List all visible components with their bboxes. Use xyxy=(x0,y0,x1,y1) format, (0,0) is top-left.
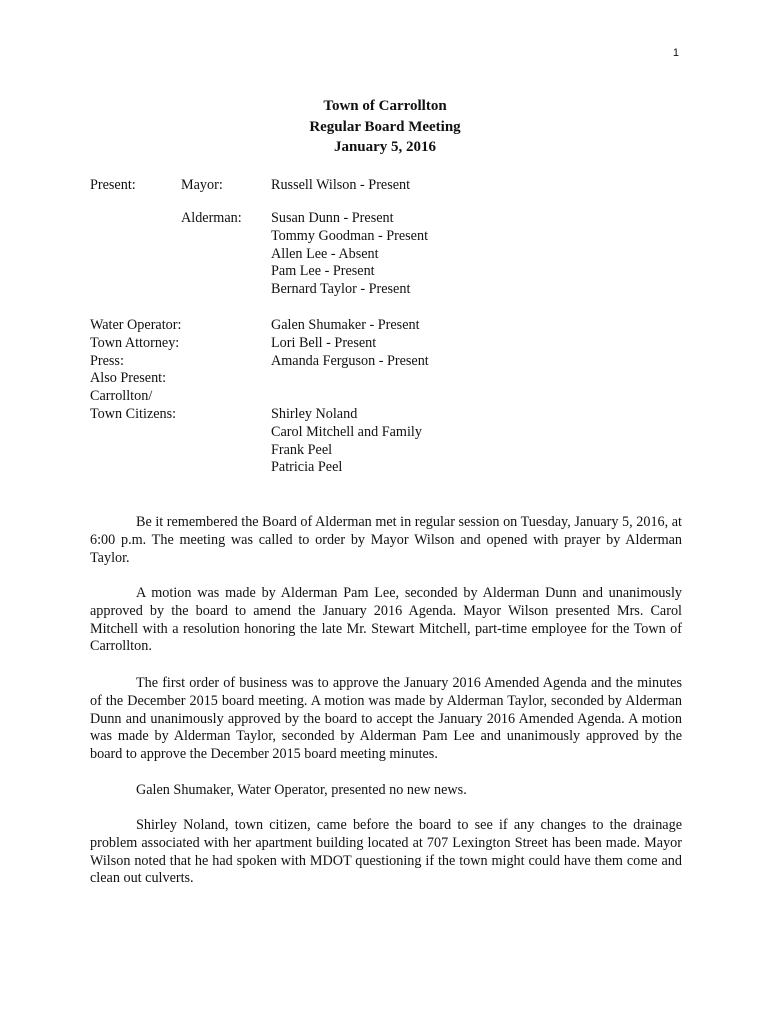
alderman-list xyxy=(271,210,428,299)
citizen-entry: Frank Peel xyxy=(271,441,333,458)
citizen-entry: Carol Mitchell and Family xyxy=(271,423,422,440)
paragraph-agenda-amendment: A motion was made by Alderman Pam Lee, seconded by Alderman Dunn and unanimously approved by the board to amend the January 2016 Agenda. Mayor Wilson presented Mrs. Carol Mitchell with a resolution honoring the late Mr. Stewart Mitchell, part-time employee for the Town of Carrollton. xyxy=(90,585,682,655)
alderman-entry: Tommy Goodman - Present xyxy=(271,227,429,244)
water-operator-label: Water Operator: xyxy=(90,317,182,333)
mayor-name: Russell Wilson - Present xyxy=(271,177,411,193)
document-title xyxy=(0,96,770,158)
paragraph-minutes-approval: The first order of business was to approve the January 2016 Amended Agenda and the minutes of the December 2015 board meeting. A motion was made by Alderman Taylor, seconded by Alderman Dunn and unanimously approved by the board to accept the January 2016 Amended Agenda. A motion was made by Alderman Taylor, seconded by Alderman Pam Lee and unanimously approved by the board to approve the December 2015 board meeting minutes. xyxy=(90,675,682,763)
alderman-entry: Allen Lee - Absent xyxy=(271,245,379,262)
press-label: Press: xyxy=(90,352,124,369)
page-number: 1 xyxy=(672,47,679,59)
present-label: Present: xyxy=(90,177,136,193)
town-attorney-label: Town Attorney: xyxy=(90,334,180,351)
paragraph-water-operator: Galen Shumaker, Water Operator, presented no new news. xyxy=(136,782,467,798)
officials-labels xyxy=(90,317,181,424)
paragraph-drainage: Shirley Noland, town citizen, came before the board to see if any changes to the drainage problem associated with her apartment building located at 707 Lexington Street has been made. Mayor Wilson noted that he had spoken with MDOT questioning if the town might could have them come and clean out culverts. xyxy=(90,817,682,887)
town-attorney-name: Lori Bell - Present xyxy=(271,334,377,351)
officials-names xyxy=(271,317,429,370)
press-name: Amanda Ferguson - Present xyxy=(271,352,429,369)
citizen-entry: Patricia Peel xyxy=(271,459,343,476)
alderman-entry: Pam Lee - Present xyxy=(271,263,375,280)
title-town: Town of Carrollton xyxy=(323,98,447,114)
title-date: January 5, 2016 xyxy=(333,139,437,155)
water-operator-name: Galen Shumaker - Present xyxy=(271,317,420,333)
mayor-label: Mayor: xyxy=(181,177,223,193)
town-citizens-label: Town Citizens: xyxy=(90,405,177,422)
title-meeting: Regular Board Meeting xyxy=(309,118,461,135)
alderman-label: Alderman: xyxy=(181,210,242,226)
carrollton-label: Carrollton/ xyxy=(90,388,153,405)
citizen-entry: Shirley Noland xyxy=(271,406,358,422)
alderman-entry: Susan Dunn - Present xyxy=(271,210,394,226)
alderman-entry: Bernard Taylor - Present xyxy=(271,281,411,298)
citizen-list xyxy=(271,406,422,477)
paragraph-call-to-order: Be it remembered the Board of Alderman met in regular session on Tuesday, January 5, 2016, at 6:00 p.m. The meeting was called to order by Mayor Wilson and opened with prayer by Alderman Taylor. xyxy=(90,514,682,566)
also-present-label: Also Present: xyxy=(90,370,167,387)
